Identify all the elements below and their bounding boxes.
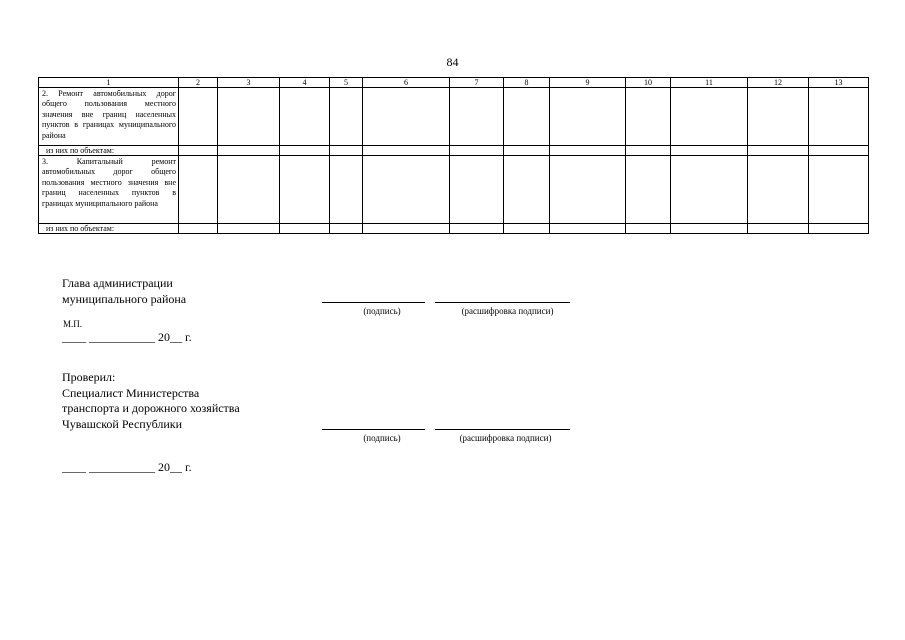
signature-caption: (подпись)	[363, 433, 401, 443]
table-cell	[450, 156, 504, 224]
table-cell	[280, 224, 330, 234]
table-cell	[450, 88, 504, 146]
signatory-title-line: Глава администрации	[62, 276, 173, 290]
table-cell	[809, 156, 869, 224]
column-header: 2	[179, 78, 218, 88]
verifier-title-line: Специалист Министерства	[62, 385, 200, 400]
row-label: из них по объектам:	[39, 146, 179, 156]
table-cell	[671, 224, 748, 234]
table-cell	[671, 146, 748, 156]
column-header: 13	[809, 78, 869, 88]
table-cell	[280, 146, 330, 156]
table-cell	[671, 156, 748, 224]
verifier-title-line: транспорта и дорожного хозяйства	[62, 401, 240, 415]
verifier-title-line: Проверил:	[62, 370, 116, 384]
column-header: 4	[280, 78, 330, 88]
table-cell	[809, 146, 869, 156]
column-header: 5	[330, 78, 363, 88]
table-cell	[280, 88, 330, 146]
table-cell	[748, 224, 809, 234]
signature-decode-line	[435, 302, 570, 303]
table-cell	[218, 88, 280, 146]
table-cell	[626, 146, 671, 156]
table-cell	[809, 88, 869, 146]
table-cell	[626, 224, 671, 234]
table-cell	[748, 146, 809, 156]
page-number: 84	[446, 55, 459, 69]
table-cell	[504, 224, 550, 234]
table-cell	[504, 88, 550, 146]
table-cell	[504, 146, 550, 156]
signatory-title-head	[62, 276, 186, 307]
column-header: 12	[748, 78, 809, 88]
table-header-row	[39, 78, 869, 88]
table-cell	[179, 224, 218, 234]
table-row	[39, 156, 869, 224]
column-header: 11	[671, 78, 748, 88]
table-cell	[671, 88, 748, 146]
table-row	[39, 88, 869, 146]
column-header: 7	[450, 78, 504, 88]
table-cell	[280, 156, 330, 224]
table-cell	[330, 224, 363, 234]
signature-decode-caption: (расшифровка подписи)	[461, 306, 554, 316]
table-row	[39, 146, 869, 156]
row-label: 3. Капитальный ремонт автомобильных дорог общего пользования местного значения вне границ населенных пунктов в границах муниципального района	[39, 156, 179, 224]
table-cell	[626, 88, 671, 146]
date-field: ____ ___________ 20__ г.	[62, 460, 192, 474]
column-header: 9	[550, 78, 626, 88]
row-label: из них по объектам:	[39, 224, 179, 234]
table-cell	[504, 156, 550, 224]
table-cell	[330, 146, 363, 156]
table-cell	[550, 146, 626, 156]
column-header: 6	[363, 78, 450, 88]
table-cell	[218, 224, 280, 234]
signatory-title-line: муниципального района	[62, 291, 187, 306]
verifier-title-line: Чувашской Республики	[62, 416, 183, 431]
date-field: ____ ___________ 20__ г.	[62, 330, 192, 344]
signature-decode-line	[435, 429, 570, 430]
table-cell	[330, 88, 363, 146]
report-table	[38, 77, 869, 234]
table-cell	[748, 88, 809, 146]
column-header: 8	[504, 78, 550, 88]
signature-line	[322, 429, 425, 430]
column-header: 1	[39, 78, 179, 88]
table-cell	[363, 146, 450, 156]
signature-decode-caption: (расшифровка подписи)	[459, 433, 552, 443]
table-cell	[179, 88, 218, 146]
column-header: 3	[218, 78, 280, 88]
table-cell	[179, 146, 218, 156]
table-cell	[450, 146, 504, 156]
table-cell	[626, 156, 671, 224]
stamp-place: М.П.	[63, 319, 83, 329]
table-cell	[450, 224, 504, 234]
table-cell	[218, 146, 280, 156]
table-cell	[550, 156, 626, 224]
table-cell	[550, 88, 626, 146]
table-cell	[809, 224, 869, 234]
table-cell	[218, 156, 280, 224]
table-cell	[179, 156, 218, 224]
row-label: 2. Ремонт автомобильных дорог общего пользования местного значения вне границ населенных пунктов в границах муниципального района	[39, 88, 179, 146]
verifier-title	[62, 370, 240, 432]
signature-line	[322, 302, 425, 303]
table-cell	[550, 224, 626, 234]
table-cell	[748, 156, 809, 224]
table-cell	[363, 156, 450, 224]
table-cell	[330, 156, 363, 224]
signature-caption: (подпись)	[363, 306, 401, 316]
table-row	[39, 224, 869, 234]
table-cell	[363, 224, 450, 234]
column-header: 10	[626, 78, 671, 88]
table-cell	[363, 88, 450, 146]
